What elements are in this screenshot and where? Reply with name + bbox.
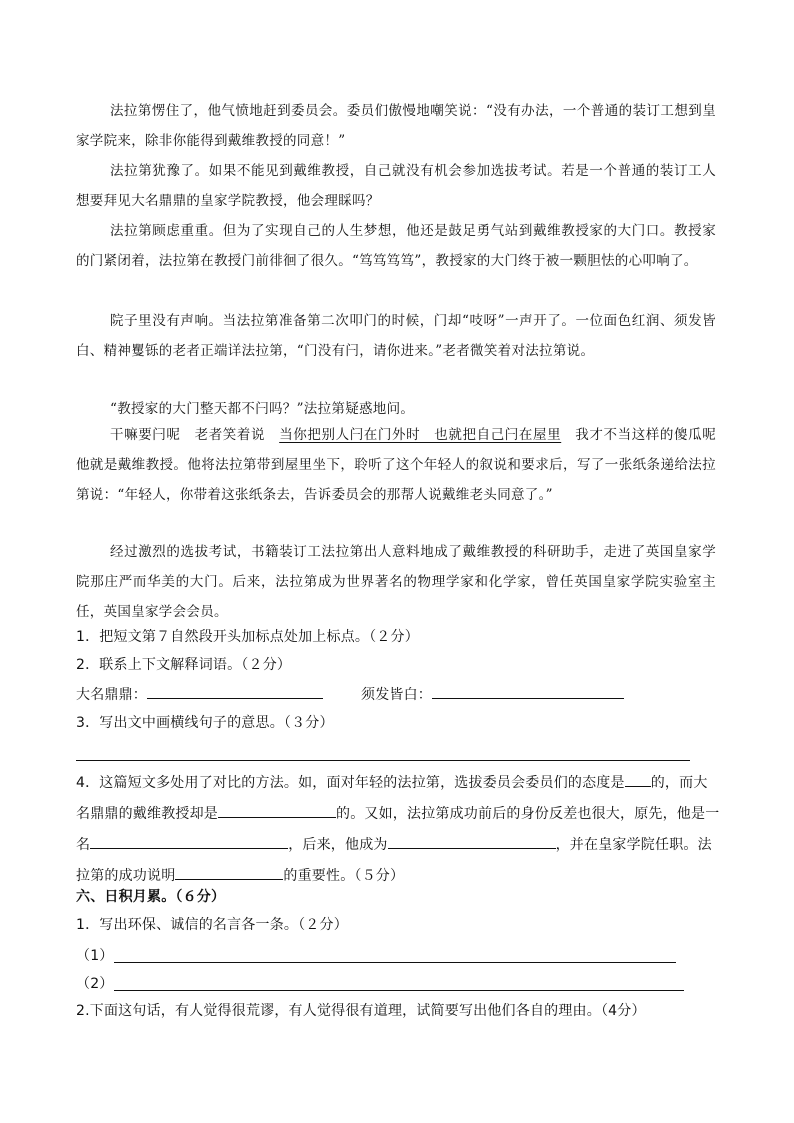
- question-3: 3．写出文中画横线句子的意思。（３分）: [76, 715, 334, 731]
- section-6-heading: 六、日积月累。（６分）: [76, 889, 226, 905]
- answer-line-item-2[interactable]: [114, 990, 684, 991]
- question-1: 1．把短文第７自然段开头加标点处加上标点。（２分）: [76, 629, 419, 645]
- answer-line-question-3[interactable]: [76, 760, 690, 761]
- question-4-part-d: ，后来，他成为: [288, 837, 388, 853]
- question-4: [76, 768, 721, 892]
- section-6-question-1: 1．写出环保、诚信的名言各一条。（２分）: [76, 917, 348, 933]
- passage-paragraph-7: 经过激烈的选拔考试，书籍装订工法拉第出人意料地成了戴维教授的科研助手，走进了英国皇家学院那庄严而华美的大门。后来，法拉第成为世界著名的物理学家和化学家，曾任英国皇家学院实验室主任，英国皇家学会会员。: [76, 544, 716, 620]
- term-label-2: 须发皆白：: [361, 687, 432, 703]
- passage-paragraph-5: “教授家的大门整天都不闩吗？”法拉第疑惑地问。: [110, 401, 415, 417]
- section-6-item-1: [76, 941, 721, 971]
- passage-paragraph-3: 法拉第顾虑重重。但为了实现自己的人生梦想，他还是鼓足勇气站到戴维教授家的大门口。教授家的门紧闭着，法拉第在教授门前徘徊了很久。“笃笃笃笃”，教授家的大门终于被一颗胆怯的心叩响了。: [76, 223, 716, 269]
- passage-paragraph-4: 院子里没有声响。当法拉第准备第二次叩门的时候，门却“吱呀”一声开了。一位面色红润、须发皆白、精神矍铄的老者正端详法拉第，“门没有闩，请你进来。”老者微笑着对法拉第说。: [76, 313, 716, 359]
- question-2: 2．联系上下文解释词语。（２分）: [76, 657, 292, 673]
- paragraph-6-opening: 干嘛要闩呢 老者笑着说: [110, 427, 280, 443]
- answer-blank-term-1[interactable]: [147, 682, 323, 699]
- answer-blank-4a[interactable]: [625, 770, 651, 787]
- question-4-part-e: ，并在皇家学院任职。法拉第的成功说明: [76, 837, 712, 884]
- section-6-item-2: [76, 969, 721, 999]
- item-2-label: （2）: [76, 976, 114, 992]
- section-6-question-2: 2.下面这句话，有人觉得很荒谬，有人觉得很有道理，试简要写出他们各自的理由。（4分）: [76, 1003, 646, 1019]
- paragraph-6-rest: 我才不当这样的傻瓜呢 他就是戴维教授。他将法拉第带到屋里坐下，聆听了这个年轻人的叙说和要求后，写了一张纸条递给法拉第说：“年轻人，你带着这张纸条去，告诉委员会的那帮人说戴维老头同意了。”: [76, 427, 730, 503]
- answer-blank-4e[interactable]: [175, 863, 283, 880]
- answer-blank-term-2[interactable]: [432, 682, 624, 699]
- underlined-sentence: 当你把别人闩在门外时 也就把自己闩在屋里: [279, 427, 562, 443]
- answer-line-item-1[interactable]: [114, 962, 676, 963]
- answer-blank-4c[interactable]: [90, 832, 288, 849]
- item-1-label: （1）: [76, 948, 114, 964]
- passage-paragraph-2: 法拉第犹豫了。如果不能见到戴维教授，自己就没有机会参加选拔考试。若是一个普通的装订工人想要拜见大名鼎鼎的皇家学院教授，他会理睬吗？: [76, 163, 716, 209]
- passage-paragraph-1: 法拉第愣住了，他气愤地赶到委员会。委员们傲慢地嘲笑说：“没有办法，一个普通的装订工想到皇家学院来，除非你能得到戴维教授的同意！”: [76, 103, 716, 149]
- question-4-part-c: 的。又如，法拉第成功前后的身份反差也很大，原先，他是一名: [76, 806, 720, 853]
- term-label-1: 大名鼎鼎：: [76, 687, 147, 703]
- question-4-part-b: 的，而大名鼎鼎的戴维教授却是: [76, 775, 708, 822]
- question-2-terms: [76, 680, 721, 710]
- question-4-part-f: 的重要性。（５分）: [283, 868, 405, 884]
- question-4-part-a: 4．这篇短文多处用了对比的方法。如，面对年轻的法拉第，选拔委员会委员们的态度是: [76, 775, 625, 791]
- answer-blank-4b[interactable]: [218, 801, 336, 818]
- answer-blank-4d[interactable]: [388, 832, 556, 849]
- passage-paragraph-6: [76, 420, 730, 510]
